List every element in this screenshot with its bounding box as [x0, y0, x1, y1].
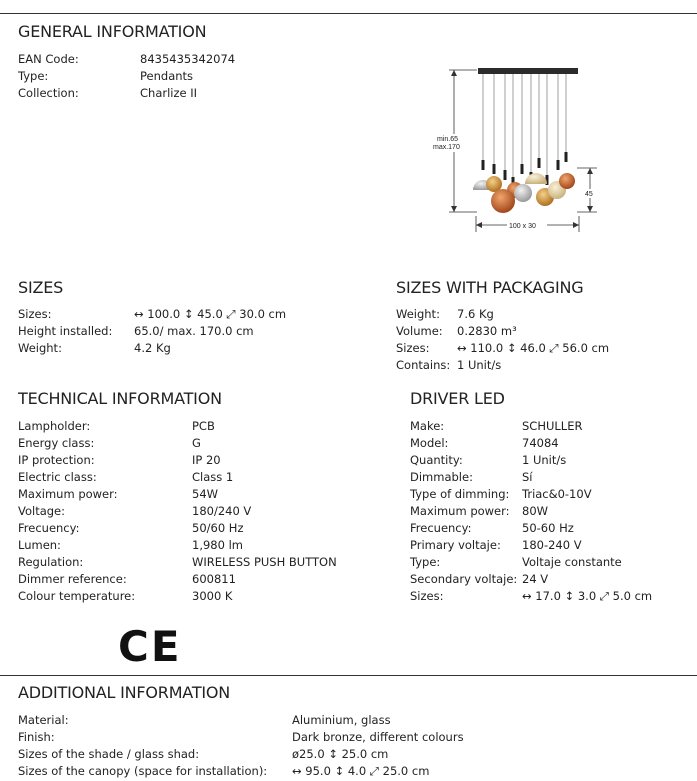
row-value: 600811	[192, 572, 236, 586]
row-label: Sizes:	[396, 341, 430, 355]
ce-mark-logo: CE	[118, 622, 182, 671]
technical-title: TECHNICAL INFORMATION	[18, 389, 222, 408]
row-value: 1,980 lm	[192, 538, 243, 552]
diagram-width: 100 x 30	[509, 223, 536, 230]
row-value: Voltaje constante	[522, 555, 622, 569]
row-value: Aluminium, glass	[292, 713, 391, 727]
row-value: 8435435342074	[140, 52, 236, 66]
row-label: Maximum power:	[410, 504, 510, 518]
row-label: Contains:	[396, 358, 451, 372]
row-value: 50-60 Hz	[522, 521, 574, 535]
row-label: Make:	[410, 419, 445, 433]
row-value: 180-240 V	[522, 538, 582, 552]
sizes-title: SIZES	[18, 278, 64, 297]
row-label: Maximum power:	[18, 487, 118, 501]
row-value: 7.6 Kg	[457, 307, 494, 321]
row-label: Voltage:	[18, 504, 66, 518]
row-value: WIRELESS PUSH BUTTON	[192, 555, 337, 569]
row-label: Type of dimming:	[410, 487, 510, 501]
row-label: Frecuency:	[18, 521, 80, 535]
row-label: Electric class:	[18, 470, 97, 484]
row-value: 54W	[192, 487, 219, 501]
row-label: Quantity:	[410, 453, 463, 467]
row-value: ↔ 95.0 ↕ 4.0 ⤢ 25.0 cm	[292, 764, 430, 778]
row-value: Sí	[522, 470, 533, 484]
row-label: Model:	[410, 436, 449, 450]
row-label: Material:	[18, 713, 69, 727]
row-label: Sizes of the canopy (space for installation):	[18, 764, 268, 778]
row-label: Dimmer reference:	[18, 572, 127, 586]
row-value: 65.0/ max. 170.0 cm	[134, 324, 254, 338]
row-value: Pendants	[140, 69, 194, 83]
row-value: Class 1	[192, 470, 234, 484]
top-rule	[0, 13, 697, 14]
row-label: Lumen:	[18, 538, 61, 552]
row-label: EAN Code:	[18, 52, 79, 66]
row-value: ↔ 100.0 ↕ 45.0 ⤢ 30.0 cm	[134, 307, 287, 321]
row-value: 50/60 Hz	[192, 521, 244, 535]
row-value: Charlize II	[140, 86, 198, 100]
row-label: Regulation:	[18, 555, 84, 569]
row-value: IP 20	[192, 453, 221, 467]
row-value: ø25.0 ↕ 25.0 cm	[292, 747, 389, 761]
row-value: 74084	[522, 436, 559, 450]
row-label: Primary voltaje:	[410, 538, 501, 552]
canopy	[478, 68, 578, 74]
row-value: G	[192, 436, 201, 450]
general-title: GENERAL INFORMATION	[18, 22, 207, 41]
row-value: Triac&0-10V	[522, 487, 592, 501]
row-label: Weight:	[18, 341, 62, 355]
row-value: ↔ 110.0 ↕ 46.0 ⤢ 56.0 cm	[457, 341, 610, 355]
row-value: SCHULLER	[522, 419, 583, 433]
row-label: Colour temperature:	[18, 589, 136, 603]
row-value: 1 Unit/s	[522, 453, 567, 467]
row-label: Dimmable:	[410, 470, 473, 484]
row-label: Sizes:	[410, 589, 444, 603]
diagram-shade-height: 45	[585, 191, 593, 198]
row-label: Type:	[18, 69, 49, 83]
row-label: Collection:	[18, 86, 79, 100]
additional-title: ADDITIONAL INFORMATION	[18, 683, 231, 702]
row-label: Lampholder:	[18, 419, 91, 433]
row-value: Dark bronze, different colours	[292, 730, 464, 744]
row-value: PCB	[192, 419, 215, 433]
row-value: ↔ 17.0 ↕ 3.0 ⤢ 5.0 cm	[522, 589, 653, 603]
row-label: Secondary voltaje:	[410, 572, 518, 586]
row-value: 24 V	[522, 572, 549, 586]
row-value: 0.2830 m³	[457, 324, 517, 338]
section-rule	[0, 675, 697, 676]
row-label: Weight:	[396, 307, 440, 321]
row-label: Type:	[410, 555, 441, 569]
row-label: IP protection:	[18, 453, 95, 467]
driver-title: DRIVER LED	[410, 389, 505, 408]
row-label: Energy class:	[18, 436, 95, 450]
row-value: 4.2 Kg	[134, 341, 171, 355]
row-label: Finish:	[18, 730, 55, 744]
row-label: Sizes:	[18, 307, 52, 321]
row-value: 80W	[522, 504, 549, 518]
diagram-height-min: min.65	[437, 136, 459, 143]
diagram-height-max: max.170	[433, 144, 460, 151]
row-value: 3000 K	[192, 589, 233, 603]
row-value: 1 Unit/s	[457, 358, 502, 372]
row-label: Sizes of the shade / glass shad:	[18, 747, 200, 761]
packaging-title: SIZES WITH PACKAGING	[396, 278, 584, 297]
product-dimension-diagram	[425, 60, 605, 240]
row-value: 180/240 V	[192, 504, 252, 518]
row-label: Volume:	[396, 324, 443, 338]
row-label: Frecuency:	[410, 521, 472, 535]
row-label: Height installed:	[18, 324, 113, 338]
